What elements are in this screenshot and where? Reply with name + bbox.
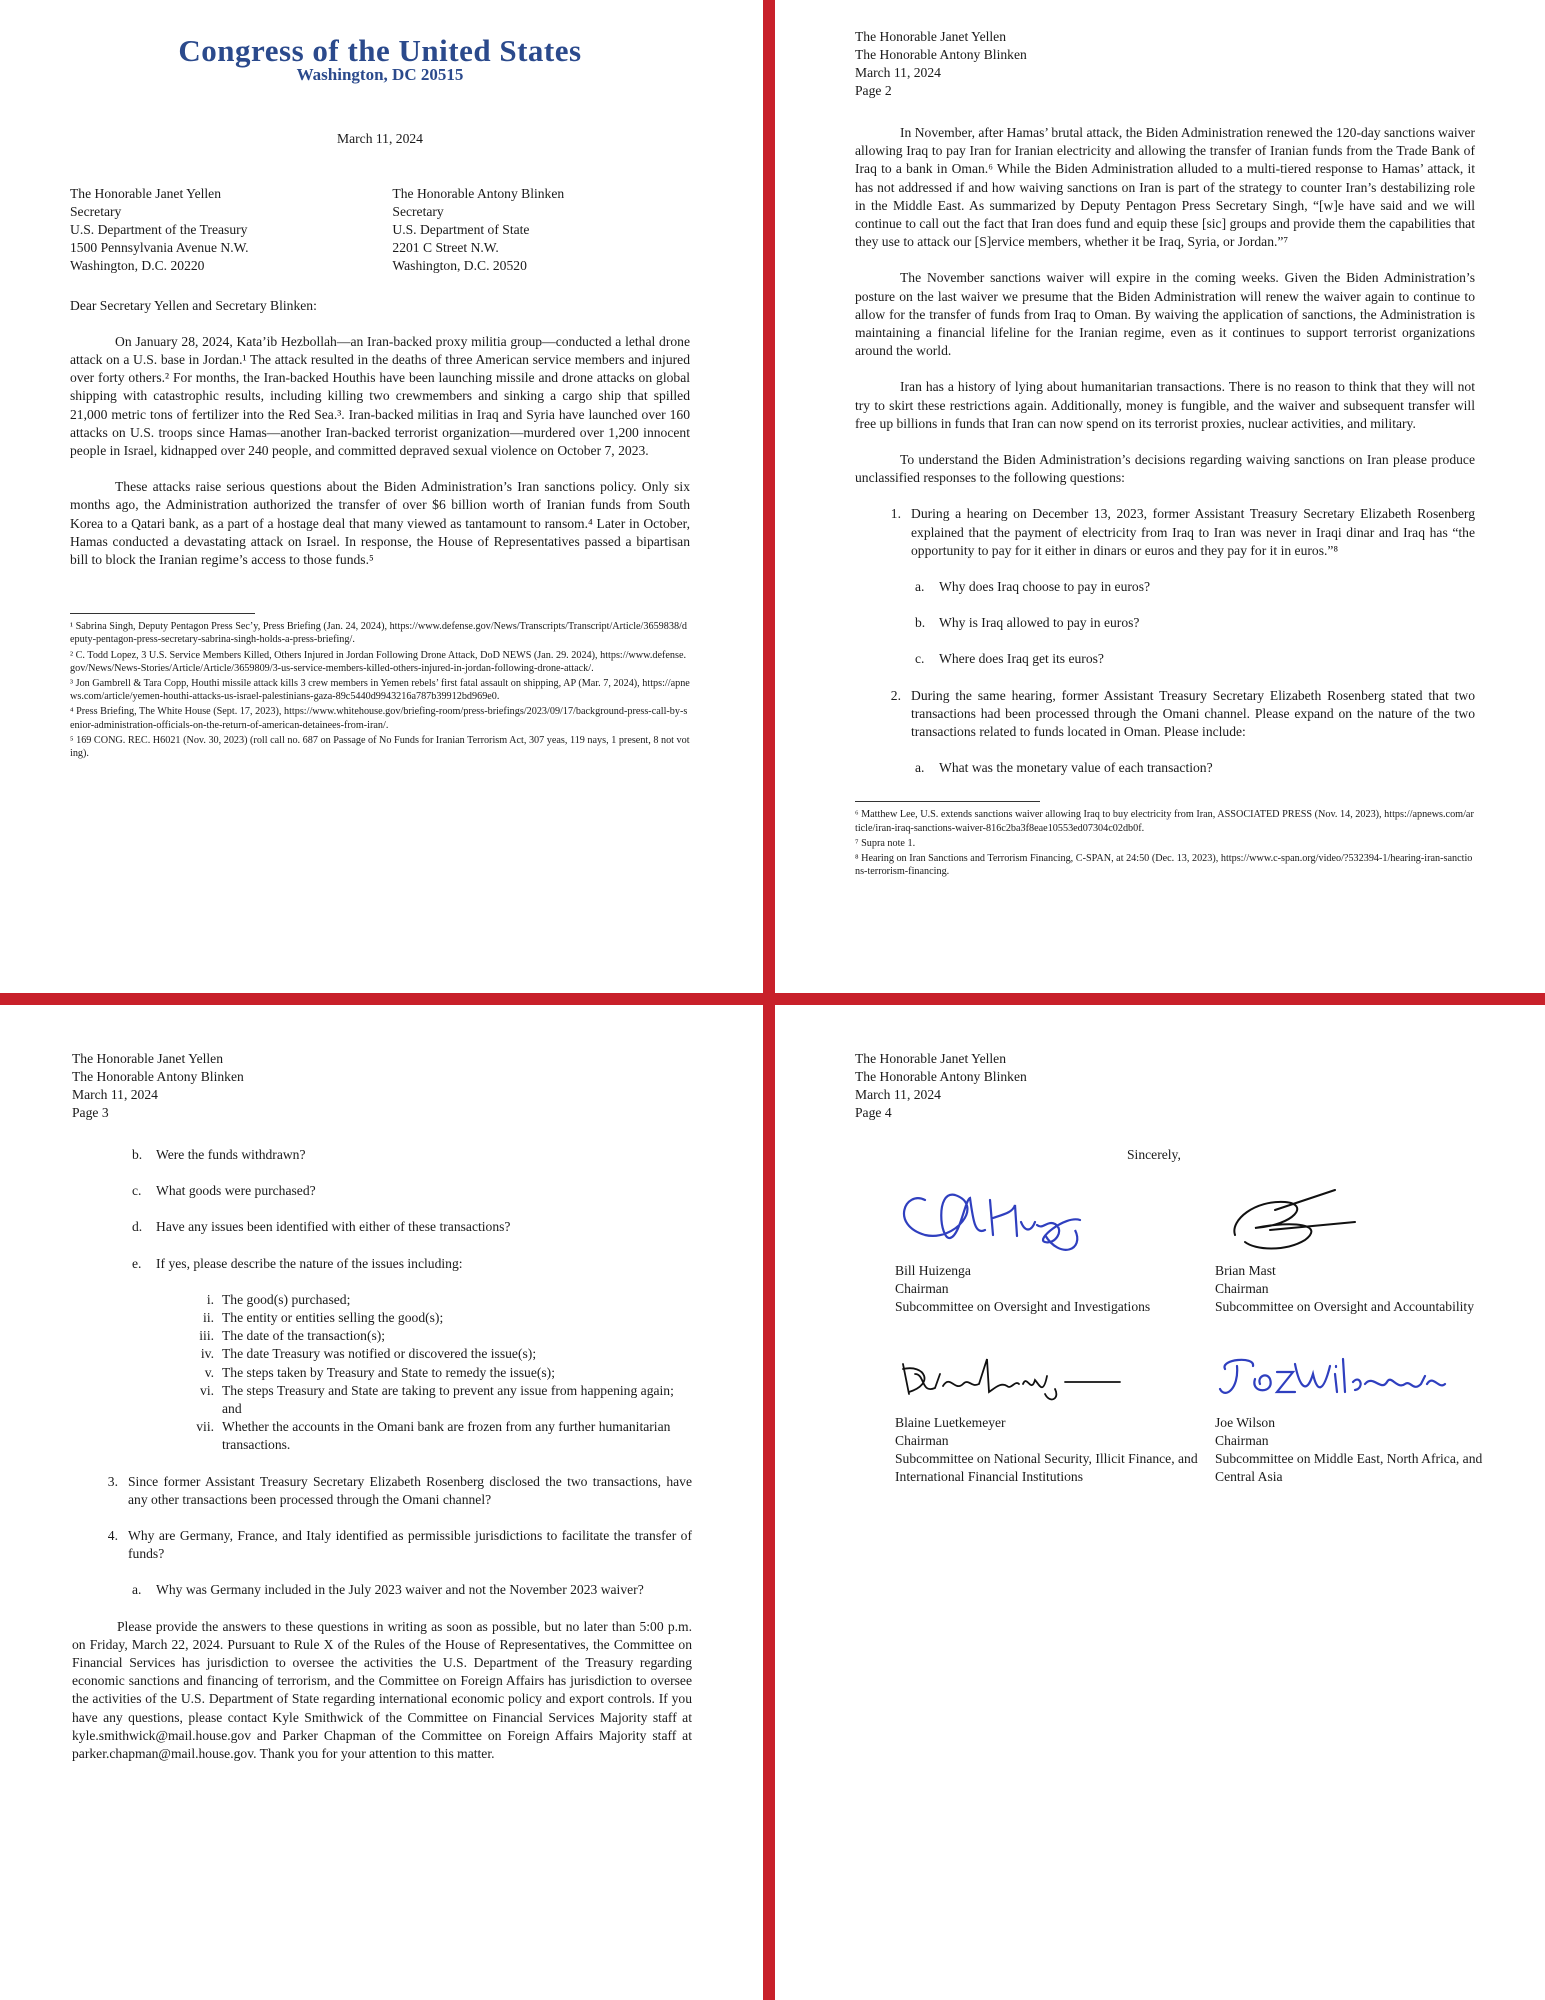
- sub-question: [915, 650, 1475, 668]
- footnote-rule: [855, 801, 1040, 802]
- roman-item: [182, 1309, 692, 1327]
- sub-question-text: Were the funds withdrawn?: [156, 1147, 306, 1162]
- sub-question-number: b.: [915, 615, 926, 631]
- roman-text: The date of the transaction(s);: [222, 1328, 386, 1344]
- roman-number: iv.: [200, 1346, 214, 1362]
- footnote: ¹ Sabrina Singh, Deputy Pentagon Press Sec’y, Press Briefing (Jan. 24, 2024), https://www.defense.gov/News/Transcripts/Transcript/Article/3659838/deputy-pentagon-press-secretary-sabrina-singh-holds-a-press-briefing/.: [70, 621, 687, 646]
- sub-question-text: Where does Iraq get its euros?: [939, 651, 1104, 667]
- page-header: [72, 1050, 692, 1122]
- paragraph: In November, after Hamas’ brutal attack, the Biden Administration renewed the 120-day sanctions waiver allowing Iraq to pay Iran for Iranian electricity and allowing the transfer of Iranian funds from the Trade Bank of Iraq to a bank in Oman.⁶ While the Biden Administration alluded to a multi-tiered response to Hamas’ attack, it has not addressed if and how waiving sanctions on Iran is part of the strategy to counter Iran’s destabilizing role in the Middle East. As summarized by Deputy Pentagon Press Secretary Singh, “[w]e have said and we will continue to call out the fact that Iran does fund and equip these [sic] groups and provide them the capabilities that they use to attack our [S]ervice members, whether it be Iraq, Syria, or Jordan.”⁷: [855, 125, 1475, 250]
- address-line: The Honorable Antony Blinken: [392, 185, 565, 201]
- page-2: [855, 28, 1475, 881]
- question-2: [867, 687, 1475, 742]
- sub-question: [915, 578, 1475, 596]
- roman-item: [182, 1382, 692, 1418]
- sub-question-number: a.: [915, 579, 925, 595]
- question-text: During the same hearing, former Assistant Treasury Secretary Elizabeth Rosenberg stated that two transactions had been processed through the Omani channel. Please expand on the nature of the two transactions related to funds located in Oman. Please include:: [911, 687, 1475, 740]
- signer-name: Joe Wilson: [1215, 1415, 1275, 1431]
- signer-name: Blaine Luetkemeyer: [895, 1415, 1006, 1431]
- header-line: The Honorable Antony Blinken: [72, 1069, 244, 1084]
- header-line: The Honorable Janet Yellen: [855, 29, 1007, 44]
- roman-text: The date Treasury was notified or discovered the issue(s);: [222, 1346, 537, 1362]
- recipient-yellen: [70, 185, 368, 275]
- sub-question-text: Why is Iraq allowed to pay in euros?: [939, 615, 1140, 631]
- header-line: The Honorable Antony Blinken: [855, 47, 1027, 62]
- paragraph: The November sanctions waiver will expire in the coming weeks. Given the Biden Administration’s posture on the last waiver we presume that the Biden Administration will renew the waiver again to continue to allow for the transfer of funds from Iraq to Oman. By waiving the application of sanctions, the Administration is maintaining a financial lifeline for the Iranian regime, even as it continues to support terrorist organizations around the world.: [855, 270, 1475, 359]
- address-line: The Honorable Janet Yellen: [70, 185, 222, 201]
- sub-question-text: Why does Iraq choose to pay in euros?: [939, 579, 1151, 595]
- header-line: The Honorable Antony Blinken: [855, 1069, 1027, 1084]
- signer-name: Brian Mast: [1215, 1263, 1276, 1279]
- horizontal-page-divider: [0, 993, 1545, 1005]
- sub-question-number: a.: [132, 1582, 142, 1598]
- footnote: ³ Jon Gambrell & Tara Copp, Houthi missile attack kills 3 crew members in Yemen rebels’ first fatal assault on shipping, AP (Mar. 7, 2024), https://apnews.com/article/yemen-houthi-attacks-us-israel-palestinians-gaza-89c5440d9943216a787b39912bd969e0.: [70, 678, 690, 703]
- roman-list: [72, 1291, 692, 1455]
- header-line: The Honorable Janet Yellen: [72, 1051, 224, 1066]
- header-line: March 11, 2024: [855, 65, 941, 80]
- signer-details: [895, 1262, 1215, 1316]
- question-number: 3.: [107, 1473, 118, 1489]
- sub-question: [132, 1255, 692, 1273]
- question-1: [867, 505, 1475, 560]
- signature-wilson: [1215, 1344, 1455, 1414]
- address-line: Secretary: [70, 203, 122, 219]
- footnote: ² C. Todd Lopez, 3 U.S. Service Members Killed, Others Injured in Jordan Following Drone Attack, DoD NEWS (Jan. 29. 2024), https://www.defense.gov/News/News-Stories/Article/Article/3659809/3-us-service-members-killed-others-injured-in-jordan-following-drone-attack/.: [70, 649, 687, 674]
- roman-text: The good(s) purchased;: [222, 1291, 351, 1307]
- signer-wilson: [1215, 1344, 1515, 1486]
- roman-number: i.: [206, 1291, 214, 1307]
- question-text: Since former Assistant Treasury Secretary Elizabeth Rosenberg disclosed the two transactions, have any other transactions been processed through the Omani channel?: [128, 1473, 692, 1507]
- roman-item: [182, 1345, 692, 1363]
- sub-question-text: If yes, please describe the nature of the issues including:: [156, 1255, 463, 1271]
- address-line: Secretary: [392, 203, 444, 219]
- footnote: ⁵ 169 CONG. REC. H6021 (Nov. 30, 2023) (roll call no. 687 on Passage of No Funds for Iranian Terrorism Act, 307 yeas, 119 nays, 1 present, 8 not voting).: [70, 734, 690, 760]
- letterhead-subtitle: Washington, DC 20515: [296, 65, 464, 85]
- roman-number: vii.: [196, 1419, 214, 1435]
- roman-text: Whether the accounts in the Omani bank are frozen from any further humanitarian transactions.: [222, 1419, 671, 1453]
- recipient-blinken: [392, 185, 690, 275]
- signature-block: [895, 1180, 1483, 1486]
- roman-item: [182, 1418, 692, 1454]
- roman-text: The steps taken by Treasury and State to remedy the issue(s);: [222, 1364, 555, 1380]
- sub-question-number: b.: [132, 1147, 143, 1162]
- paragraph: To understand the Biden Administration’s decisions regarding waiving sanctions on Iran please produce unclassified responses to the following questions:: [855, 452, 1475, 486]
- page-1: [70, 30, 690, 762]
- question-number: 1.: [890, 506, 901, 522]
- roman-number: v.: [204, 1364, 214, 1380]
- page-header: [855, 1050, 1475, 1122]
- roman-text: The entity or entities selling the good(s);: [222, 1310, 444, 1326]
- footnote: ⁴ Press Briefing, The White House (Sept. 17, 2023), https://www.whitehouse.gov/briefing-room/press-briefings/2023/09/17/background-press-call-by-senior-administration-officials-on-the-return-of-american-detainees-from-iran/.: [70, 706, 688, 731]
- page-header: [855, 28, 1475, 100]
- sub-question-number: a.: [915, 760, 925, 776]
- roman-number: iii.: [199, 1328, 214, 1344]
- sub-question-number: c.: [132, 1183, 142, 1199]
- signature-luetkemeyer: [895, 1344, 1135, 1414]
- sub-question: [132, 1581, 692, 1599]
- signer-committee: Subcommittee on National Security, Illicit Finance, and International Financial Institutions: [895, 1451, 1198, 1485]
- page-3: [72, 1050, 692, 1781]
- signer-title: Chairman: [1215, 1281, 1269, 1297]
- closing-paragraph: Please provide the answers to these questions in writing as soon as possible, but no later than 5:00 p.m. on Friday, March 22, 2024. Pursuant to Rule X of the Rules of the House of Representatives, the Committee on Financial Services has jurisdiction to oversee the activities the U.S. Department of the Treasury regarding economic sanctions and financing of terrorism, and the Committee on Foreign Affairs has jurisdiction to oversee the activities of the U.S. Department of State regarding international economic policy and export controls. If you have any questions, please contact Kyle Smithwick of the Committee on Financial Services Majority staff at kyle.smithwick@mail.house.gov and Parker Chapman of the Committee on Foreign Affairs Majority staff at parker.chapman@mail.house.gov. Thank you for your attention to this matter.: [72, 1618, 692, 1762]
- sub-question-number: c.: [915, 651, 925, 667]
- address-line: U.S. Department of the Treasury: [70, 221, 248, 237]
- signer-title: Chairman: [895, 1433, 949, 1449]
- signer-mast: [1215, 1180, 1515, 1316]
- sub-question-text: What goods were purchased?: [156, 1183, 316, 1199]
- roman-item: [182, 1364, 692, 1382]
- signer-details: [1215, 1262, 1515, 1316]
- header-line: Page 2: [855, 83, 892, 98]
- question-text: Why are Germany, France, and Italy identified as permissible jurisdictions to facilitate the transfer of funds?: [128, 1528, 692, 1562]
- header-line: Page 3: [72, 1105, 109, 1120]
- signer-committee: Subcommittee on Middle East, North Africa, and Central Asia: [1215, 1451, 1483, 1485]
- sub-question-text: Why was Germany included in the July 2023 waiver and not the November 2023 waiver?: [156, 1582, 644, 1598]
- signer-name: Bill Huizenga: [895, 1263, 971, 1279]
- footnote: ⁶ Matthew Lee, U.S. extends sanctions waiver allowing Iraq to buy electricity from Iran, ASSOCIATED PRESS (Nov. 14, 2023), https://apnews.com/article/iran-iraq-sanctions-waiver-816c2ba3f8eae10553ed07304c02db0f.: [855, 809, 1474, 834]
- page-4: [855, 1050, 1483, 1486]
- address-line: 2201 C Street N.W.: [392, 239, 499, 255]
- signer-title: Chairman: [1215, 1433, 1269, 1449]
- paragraph: On January 28, 2024, Kata’ib Hezbollah—an Iran-backed proxy militia group—conducted a lethal drone attack on a U.S. base in Jordan.¹ The attack resulted in the deaths of three American service members and injured over forty others.² For months, the Iran-backed Houthis have been launching missile and drone attacks on global shipping with catastrophic results, including killing two crewmembers and sinking a cargo ship that spilled 21,000 metric tons of fertilizer into the Red Sea.³. Iran-backed militias in Iraq and Syria have launched over 160 attacks on U.S. troops since Hamas—another Iran-backed terrorist organization—murdered over 1,200 innocent people in Israel, kidnapped over 240 people, and committed depraved sexual violence on October 7, 2023.: [70, 333, 690, 459]
- header-line: March 11, 2024: [72, 1087, 158, 1102]
- signer-committee: Subcommittee on Oversight and Accountability: [1215, 1299, 1474, 1315]
- signature-mast: [1215, 1180, 1435, 1262]
- address-line: Washington, D.C. 20520: [392, 257, 527, 273]
- salutation: Dear Secretary Yellen and Secretary Blinken:: [70, 297, 317, 313]
- sincerely: Sincerely,: [1127, 1147, 1181, 1162]
- roman-item: [182, 1291, 692, 1309]
- sub-question: [132, 1182, 692, 1200]
- signer-details: [895, 1414, 1215, 1486]
- sub-question: [132, 1218, 692, 1236]
- letter-date: March 11, 2024: [337, 131, 423, 147]
- address-line: Washington, D.C. 20220: [70, 257, 205, 273]
- footnote: ⁸ Hearing on Iran Sanctions and Terrorism Financing, C-SPAN, at 24:50 (Dec. 13, 2023), https://www.c-span.org/video/?532394-1/hearing-iran-sanctions-terrorism-financing.: [855, 853, 1473, 878]
- signer-title: Chairman: [895, 1281, 949, 1297]
- header-line: March 11, 2024: [855, 1087, 941, 1102]
- question-text: During a hearing on December 13, 2023, former Assistant Treasury Secretary Elizabeth Rosenberg explained that the payment of electricity from Iraq to Iran was never in Iraqi dinar and Iraq has “the opportunity to pay for it either in dinars or euros and they pay for it in euros.”⁸: [911, 506, 1475, 558]
- question-3: [84, 1473, 692, 1509]
- sub-question-text: What was the monetary value of each transaction?: [939, 760, 1213, 776]
- signer-details: [1215, 1414, 1515, 1486]
- header-line: The Honorable Janet Yellen: [855, 1051, 1007, 1066]
- signer-luetkemeyer: [895, 1344, 1215, 1486]
- sub-question: [915, 759, 1475, 777]
- question-number: 4.: [107, 1528, 118, 1544]
- paragraph: These attacks raise serious questions about the Biden Administration’s Iran sanctions policy. Only six months ago, the Administration authorized the transfer of over $6 billion worth of Iranian funds from South Korea to a Qatari bank, as a part of a hostage deal that many viewed as tantamount to ransom.⁴ Later in October, Hamas conducted a devastating attack on Israel. In response, the House of Representatives passed a bipartisan bill to block the Iranian regime’s access to those funds.⁵: [70, 479, 690, 568]
- recipient-addresses: [70, 185, 690, 275]
- letterhead-title: Congress of the United States: [178, 33, 582, 68]
- roman-item: [182, 1327, 692, 1345]
- footnote: ⁷ Supra note 1.: [855, 837, 916, 849]
- roman-number: vi.: [200, 1382, 214, 1398]
- signer-huizenga: [895, 1180, 1215, 1316]
- paragraph: Iran has a history of lying about humanitarian transactions. There is no reason to think that they will not try to skirt these restrictions again. Additionally, money is fungible, and the waiver and subsequent transfer will free up billions in funds that Iran can now spend on its terrorist proxies, nuclear activities, and military.: [855, 379, 1475, 431]
- address-line: 1500 Pennsylvania Avenue N.W.: [70, 239, 249, 255]
- footnote-rule: [70, 613, 255, 614]
- header-line: Page 4: [855, 1105, 892, 1120]
- letterhead: [70, 33, 690, 85]
- roman-text: The steps Treasury and State are taking to prevent any issue from happening again; and: [222, 1382, 674, 1417]
- question-4: [84, 1527, 692, 1563]
- sub-question-number: d.: [132, 1219, 143, 1235]
- sub-question-number: e.: [132, 1255, 142, 1271]
- roman-number: ii.: [203, 1310, 214, 1326]
- address-line: U.S. Department of State: [392, 221, 530, 237]
- sub-question: [915, 614, 1475, 632]
- question-number: 2.: [890, 687, 901, 703]
- signer-committee: Subcommittee on Oversight and Investigations: [895, 1299, 1151, 1315]
- sub-question: [132, 1146, 692, 1164]
- sub-question-text: Have any issues been identified with either of these transactions?: [156, 1219, 511, 1235]
- signature-huizenga: [895, 1180, 1115, 1262]
